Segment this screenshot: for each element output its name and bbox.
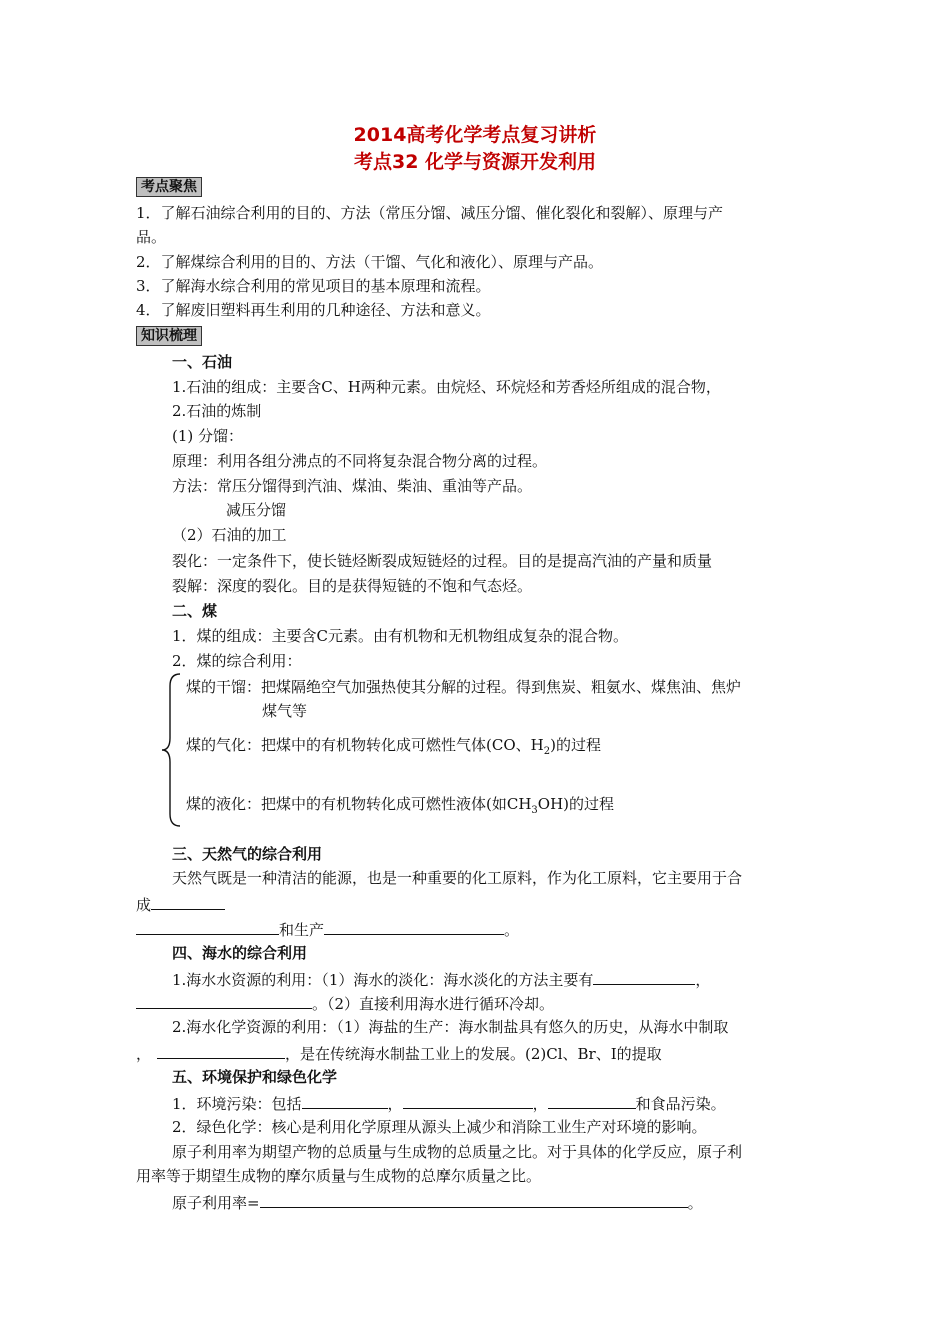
fill-blank[interactable]	[260, 1191, 688, 1208]
oil-line-2: 2.石油的炼制	[172, 402, 262, 420]
document-subtitle: 考点32 化学与资源开发利用	[353, 151, 597, 173]
coal-gasification: 煤的气化：把煤中的有机物转化成可燃性气体(CO、$H_2$)的过程	[186, 736, 601, 757]
env-line-2: 2．绿色化学：核心是利用化学原理从源头上减少和消除工业生产对环境的影响。	[172, 1118, 707, 1136]
env-line-3: 原子利用率为期望产物的总质量与生成物的总质量之比。对于具体的化学反应，原子利	[172, 1143, 743, 1161]
coal-dry-distillation-cont: 煤气等	[262, 702, 308, 720]
gas-line-2: 成	[136, 893, 225, 915]
coal-line-1: 1．煤的组成：主要含C元素。由有机物和无机物组成复杂的混合物。	[172, 627, 629, 645]
focus-item-1: 1．了解石油综合利用的目的、方法（常压分馏、减压分馏、催化裂化和裂解）、原理与产	[136, 204, 724, 222]
section-label-focus: 考点聚焦	[136, 177, 202, 197]
fill-blank[interactable]	[548, 1092, 636, 1109]
oil-line-4: 原理：利用各组分沸点的不同将复杂混合物分离的过程。	[172, 452, 548, 470]
coal-line-2: 2．煤的综合利用：	[172, 652, 302, 670]
focus-item-1-cont: 品。	[136, 228, 167, 246]
oil-line-9: 裂解：深度的裂化。目的是获得短链的不饱和气态烃。	[172, 577, 533, 595]
fill-blank[interactable]	[302, 1092, 388, 1109]
focus-item-3: 3．了解海水综合利用的常见项目的基本原理和流程。	[136, 277, 491, 295]
document-title: 2014高考化学考点复习讲析	[353, 124, 597, 146]
focus-item-4: 4．了解废旧塑料再生利用的几种途径、方法和意义。	[136, 301, 491, 319]
oil-line-3: (1) 分馏：	[172, 427, 244, 445]
coal-liquefaction: 煤的液化：把煤中的有机物转化成可燃性液体(如$CH_3OH$)的过程	[186, 795, 615, 816]
env-line-5: 原子利用率= 。	[172, 1191, 703, 1213]
fill-blank[interactable]	[403, 1092, 533, 1109]
oil-line-8: 裂化：一定条件下，使长链烃断裂成短链烃的过程。目的是提高汽油的产量和质量	[172, 552, 713, 570]
heading-seawater: 四、海水的综合利用	[172, 944, 308, 962]
fill-blank[interactable]	[151, 893, 225, 910]
heading-environment: 五、环境保护和绿色化学	[172, 1068, 338, 1086]
fill-blank[interactable]	[324, 918, 504, 935]
oil-line-7: （2）石油的加工	[172, 526, 287, 544]
heading-natural-gas: 三、天然气的综合利用	[172, 845, 323, 863]
oil-line-1: 1.石油的组成：主要含C、H两种元素。由烷烃、环烷烃和芳香烃所组成的混合物，	[172, 378, 721, 396]
section-label-review: 知识梳理	[136, 326, 202, 346]
heading-coal: 二、煤	[172, 602, 218, 620]
gas-line-1: 天然气既是一种清洁的能源，也是一种重要的化工原料，作为化工原料，它主要用于合	[172, 869, 743, 887]
sea-line-3: 2.海水化学资源的利用：（1）海盐的生产：海水制盐具有悠久的历史，从海水中制取	[172, 1018, 729, 1036]
oil-line-6: 减压分馏	[226, 501, 287, 519]
sea-line-1: 1.海水水资源的利用：（1）海水的淡化：海水淡化的方法主要有 ，	[172, 968, 710, 990]
coal-dry-distillation: 煤的干馏：把煤隔绝空气加强热使其分解的过程。得到焦炭、粗氨水、煤焦油、焦炉	[186, 678, 742, 696]
env-line-1: 1．环境污染：包括 ， ， 和食品污染。	[172, 1092, 726, 1114]
sea-line-4: ， ，是在传统海水制盐工业上的发展。(2)Cl、Br、I的提取	[136, 1042, 662, 1064]
fill-blank[interactable]	[136, 918, 279, 935]
heading-oil: 一、石油	[172, 353, 233, 371]
fill-blank[interactable]	[593, 968, 695, 985]
curly-brace-icon	[160, 672, 184, 828]
fill-blank[interactable]	[157, 1042, 285, 1059]
gas-line-3: 和生产 。	[136, 918, 519, 940]
sea-line-2: 。（2）直接利用海水进行循环冷却。	[136, 992, 554, 1014]
fill-blank[interactable]	[136, 992, 312, 1009]
env-line-4: 用率等于期望生成物的摩尔质量与生成物的总摩尔质量之比。	[136, 1167, 542, 1185]
focus-item-2: 2．了解煤综合利用的目的、方法（干馏、气化和液化）、原理与产品。	[136, 253, 604, 271]
oil-line-5: 方法：常压分馏得到汽油、煤油、柴油、重油等产品。	[172, 477, 533, 495]
